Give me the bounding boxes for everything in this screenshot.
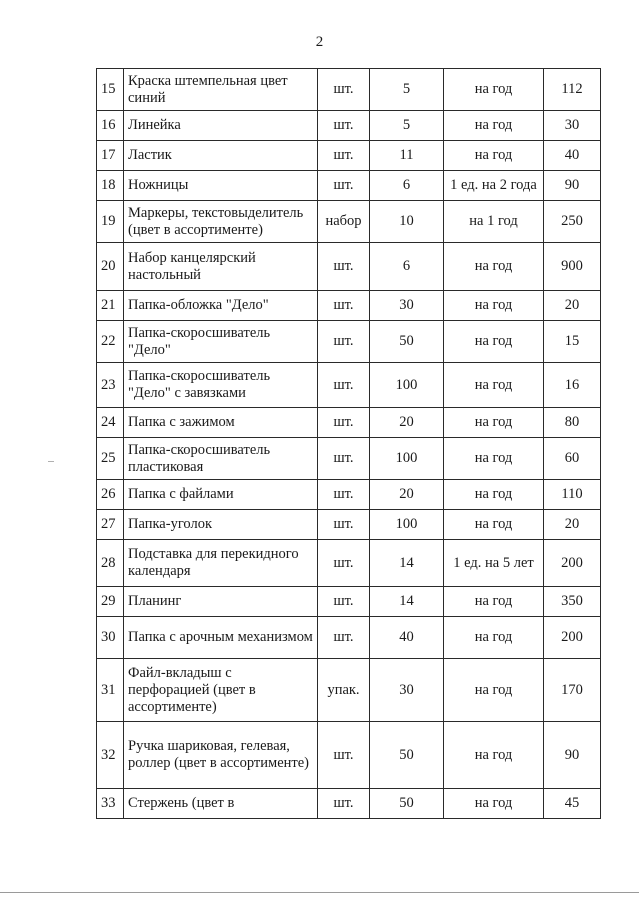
- table-row: [97, 69, 601, 111]
- item-price: 900: [544, 243, 601, 291]
- row-number: 28: [97, 540, 124, 587]
- row-number: 17: [97, 141, 124, 171]
- item-name: Папка с файлами: [124, 480, 318, 510]
- item-price: 20: [544, 510, 601, 540]
- row-number: 22: [97, 321, 124, 363]
- row-number: 27: [97, 510, 124, 540]
- item-name: Папка-уголок: [124, 510, 318, 540]
- item-name: Файл-вкладыш с перфорацией (цвет в ассортименте): [124, 659, 318, 722]
- item-quantity: 100: [370, 438, 444, 480]
- row-number: 32: [97, 722, 124, 789]
- item-price: 200: [544, 617, 601, 659]
- item-unit: шт.: [318, 510, 370, 540]
- row-number: 29: [97, 587, 124, 617]
- item-price: 16: [544, 363, 601, 408]
- item-unit: шт.: [318, 722, 370, 789]
- item-unit: шт.: [318, 171, 370, 201]
- item-period: на 1 год: [444, 201, 544, 243]
- table-row: [97, 291, 601, 321]
- row-number: 31: [97, 659, 124, 722]
- item-price: 250: [544, 201, 601, 243]
- item-period: на год: [444, 587, 544, 617]
- item-quantity: 50: [370, 321, 444, 363]
- item-quantity: 30: [370, 291, 444, 321]
- item-quantity: 100: [370, 510, 444, 540]
- item-unit: шт.: [318, 363, 370, 408]
- item-price: 350: [544, 587, 601, 617]
- row-number: 19: [97, 201, 124, 243]
- item-unit: шт.: [318, 789, 370, 819]
- item-quantity: 5: [370, 111, 444, 141]
- item-period: на год: [444, 363, 544, 408]
- item-period: на год: [444, 141, 544, 171]
- item-unit: шт.: [318, 69, 370, 111]
- table-row: [97, 480, 601, 510]
- item-price: 110: [544, 480, 601, 510]
- page-number: [0, 34, 639, 51]
- item-quantity: 20: [370, 480, 444, 510]
- supplies-table-body: [97, 69, 601, 819]
- row-number: 15: [97, 69, 124, 111]
- item-quantity: 100: [370, 363, 444, 408]
- table-row: [97, 171, 601, 201]
- item-unit: шт.: [318, 111, 370, 141]
- item-name: Папка-скоросшиватель пластиковая: [124, 438, 318, 480]
- item-quantity: 14: [370, 540, 444, 587]
- item-quantity: 30: [370, 659, 444, 722]
- item-period: на год: [444, 438, 544, 480]
- table-row: [97, 438, 601, 480]
- item-quantity: 6: [370, 243, 444, 291]
- item-unit: шт.: [318, 321, 370, 363]
- item-period: 1 ед. на 5 лет: [444, 540, 544, 587]
- item-quantity: 50: [370, 789, 444, 819]
- item-name: Папка-обложка "Дело": [124, 291, 318, 321]
- item-period: на год: [444, 69, 544, 111]
- item-price: 170: [544, 659, 601, 722]
- item-name: Планинг: [124, 587, 318, 617]
- row-number: 30: [97, 617, 124, 659]
- row-number: 21: [97, 291, 124, 321]
- row-number: 23: [97, 363, 124, 408]
- table-row: [97, 141, 601, 171]
- table-row: [97, 510, 601, 540]
- item-quantity: 14: [370, 587, 444, 617]
- item-period: на год: [444, 617, 544, 659]
- item-quantity: 10: [370, 201, 444, 243]
- item-name: Набор канцелярский настольный: [124, 243, 318, 291]
- bottom-scan-edge: [0, 892, 639, 893]
- item-unit: шт.: [318, 243, 370, 291]
- item-name: Ластик: [124, 141, 318, 171]
- item-price: 40: [544, 141, 601, 171]
- item-name: Папка-скоросшиватель "Дело" с завязками: [124, 363, 318, 408]
- item-period: на год: [444, 722, 544, 789]
- item-period: на год: [444, 243, 544, 291]
- item-price: 60: [544, 438, 601, 480]
- item-unit: шт.: [318, 408, 370, 438]
- item-price: 90: [544, 171, 601, 201]
- row-number: 24: [97, 408, 124, 438]
- item-period: на год: [444, 480, 544, 510]
- row-number: 26: [97, 480, 124, 510]
- table-row: [97, 587, 601, 617]
- item-unit: набор: [318, 201, 370, 243]
- row-number: 25: [97, 438, 124, 480]
- item-period: на год: [444, 408, 544, 438]
- item-period: на год: [444, 321, 544, 363]
- item-name: Папка-скоросшиватель "Дело": [124, 321, 318, 363]
- table-row: [97, 722, 601, 789]
- item-unit: шт.: [318, 291, 370, 321]
- item-period: на год: [444, 111, 544, 141]
- table-row: [97, 408, 601, 438]
- margin-mark: [48, 461, 54, 462]
- table-row: [97, 321, 601, 363]
- table-row: [97, 617, 601, 659]
- item-unit: шт.: [318, 540, 370, 587]
- item-price: 20: [544, 291, 601, 321]
- row-number: 20: [97, 243, 124, 291]
- item-name: Папка с арочным механизмом: [124, 617, 318, 659]
- item-unit: упак.: [318, 659, 370, 722]
- item-quantity: 20: [370, 408, 444, 438]
- table-row: [97, 363, 601, 408]
- item-unit: шт.: [318, 617, 370, 659]
- item-name: Линейка: [124, 111, 318, 141]
- item-quantity: 6: [370, 171, 444, 201]
- item-period: на год: [444, 659, 544, 722]
- item-price: 200: [544, 540, 601, 587]
- item-price: 45: [544, 789, 601, 819]
- item-quantity: 50: [370, 722, 444, 789]
- item-period: на год: [444, 291, 544, 321]
- row-number: 16: [97, 111, 124, 141]
- item-period: на год: [444, 510, 544, 540]
- page-number-text: 2: [315, 34, 324, 50]
- item-quantity: 5: [370, 69, 444, 111]
- table-row: [97, 111, 601, 141]
- item-name: Ручка шариковая, гелевая, роллер (цвет в ассортименте): [124, 722, 318, 789]
- item-price: 15: [544, 321, 601, 363]
- table-row: [97, 243, 601, 291]
- row-number: 33: [97, 789, 124, 819]
- item-unit: шт.: [318, 141, 370, 171]
- table-row: [97, 540, 601, 587]
- item-unit: шт.: [318, 438, 370, 480]
- supplies-table: [96, 68, 601, 819]
- item-name: Стержень (цвет в: [124, 789, 318, 819]
- table-row: [97, 789, 601, 819]
- item-name: Подставка для перекидного календаря: [124, 540, 318, 587]
- table-row: [97, 659, 601, 722]
- item-period: 1 ед. на 2 года: [444, 171, 544, 201]
- item-price: 90: [544, 722, 601, 789]
- item-price: 112: [544, 69, 601, 111]
- item-price: 30: [544, 111, 601, 141]
- item-price: 80: [544, 408, 601, 438]
- item-period: на год: [444, 789, 544, 819]
- row-number: 18: [97, 171, 124, 201]
- item-unit: шт.: [318, 587, 370, 617]
- table-row: [97, 201, 601, 243]
- item-name: Папка с зажимом: [124, 408, 318, 438]
- item-name: Краска штемпельная цвет синий: [124, 69, 318, 111]
- item-name: Маркеры, текстовыделитель (цвет в ассортименте): [124, 201, 318, 243]
- item-quantity: 40: [370, 617, 444, 659]
- item-unit: шт.: [318, 480, 370, 510]
- item-quantity: 11: [370, 141, 444, 171]
- item-name: Ножницы: [124, 171, 318, 201]
